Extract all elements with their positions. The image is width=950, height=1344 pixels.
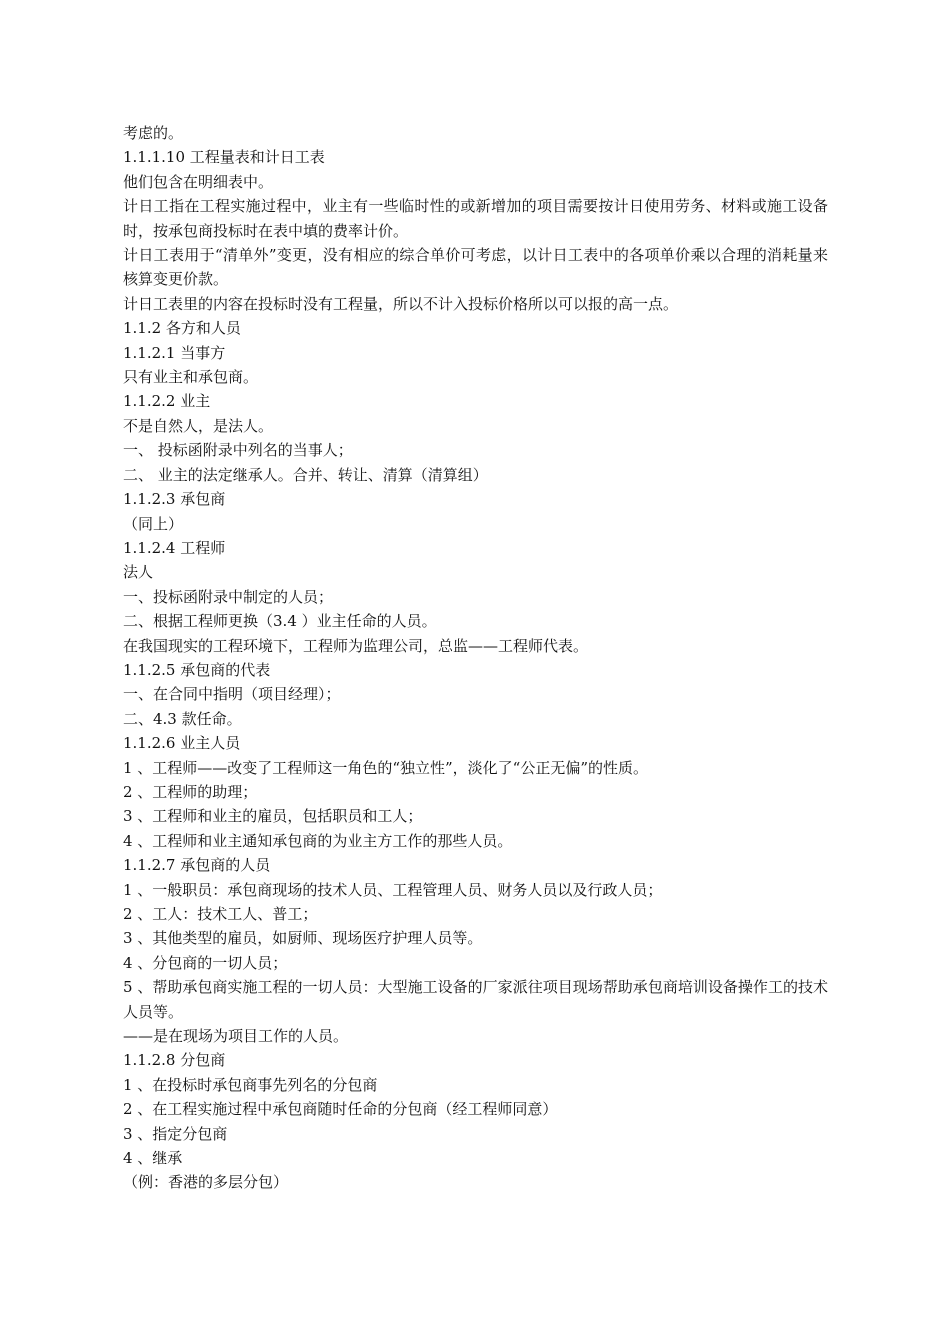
text-line: 1.1.2.8 分包商	[123, 1051, 226, 1070]
text-line: 他们包含在明细表中。	[123, 172, 274, 191]
text-line: 4 、继承	[123, 1149, 183, 1168]
text-line: 3 、指定分包商	[123, 1124, 228, 1143]
text-line: 1.1.2.1 当事方	[123, 343, 226, 362]
text-line: 只有业主和承包商。	[123, 368, 259, 387]
text-line: （例：香港的多层分包）	[123, 1173, 289, 1192]
text-line: 计日工指在工程实施过程中，业主有一些临时性的或新增加的项目需要按计日使用劳务、材料或施工设备时，按承包商投标时在表中填的费率计价。	[123, 197, 828, 240]
text-line: 1.1.2.5 承包商的代表	[123, 660, 271, 679]
text-line: 二、4.3 款任命。	[123, 709, 242, 728]
text-line: 2 、工人：技术工人、普工；	[123, 905, 318, 923]
text-line: 计日工表里的内容在投标时没有工程量，所以不计入投标价格所以可以报的高一点。	[123, 294, 679, 313]
text-line: 1 、工程师——改变了工程师这一角色的“独立性”，淡化了“公正无偏”的性质。	[123, 758, 648, 777]
text-line: 5 、帮助承包商实施工程的一切人员：大型施工设备的厂家派往项目现场帮助承包商培训设备操作工的技术人员等。	[123, 978, 828, 1021]
text-line: 1.1.2.3 承包商	[123, 490, 226, 509]
document-body	[123, 121, 828, 1195]
text-line: （同上）	[123, 514, 184, 533]
text-line: 不是自然人，是法人。	[123, 416, 274, 435]
text-line: 1.1.2.4 工程师	[123, 538, 226, 557]
text-line: ——是在现场为项目工作的人员。	[123, 1027, 349, 1046]
text-line: 2 、在工程实施过程中承包商随时任命的分包商（经工程师同意）	[123, 1100, 558, 1119]
text-line: 考虑的。	[123, 124, 184, 142]
text-line: 3 、工程师和业主的雇员，包括职员和工人；	[123, 807, 423, 826]
text-line: 法人	[123, 563, 154, 582]
text-line: 1.1.2 各方和人员	[123, 319, 241, 338]
text-line: 1 、在投标时承包商事先列名的分包商	[123, 1075, 378, 1094]
text-line: 1.1.1.10 工程量表和计日工表	[123, 148, 325, 167]
text-line: 在我国现实的工程环境下，工程师为监理公司，总监——工程师代表。	[123, 636, 589, 655]
text-line: 2 、工程师的助理；	[123, 782, 258, 801]
text-line: 一、投标函附录中制定的人员；	[123, 587, 334, 606]
text-line: 一、在合同中指明（项目经理）；	[123, 685, 341, 704]
text-line: 一、 投标函附录中列名的当事人；	[123, 441, 353, 460]
text-line: 4 、分包商的一切人员；	[123, 953, 288, 972]
text-line: 1 、一般职员：承包商现场的技术人员、工程管理人员、财务人员以及行政人员；	[123, 880, 663, 899]
text-line: 计日工表用于“清单外”变更，没有相应的综合单价可考虑，以计日工表中的各项单价乘以合理的消耗量来核算变更价款。	[123, 246, 828, 289]
text-line: 4 、工程师和业主通知承包商的为业主方工作的那些人员。	[123, 831, 513, 850]
text-line: 3 、其他类型的雇员，如厨师、现场医疗护理人员等。	[123, 929, 483, 948]
text-line: 二、根据工程师更换（3.4 ）业主任命的人员。	[123, 612, 437, 631]
text-line: 1.1.2.6 业主人员	[123, 734, 241, 753]
text-line: 1.1.2.7 承包商的人员	[123, 856, 271, 875]
text-line: 二、 业主的法定继承人。合并、转让、清算（清算组）	[123, 465, 488, 484]
text-line: 1.1.2.2 业主	[123, 392, 211, 411]
